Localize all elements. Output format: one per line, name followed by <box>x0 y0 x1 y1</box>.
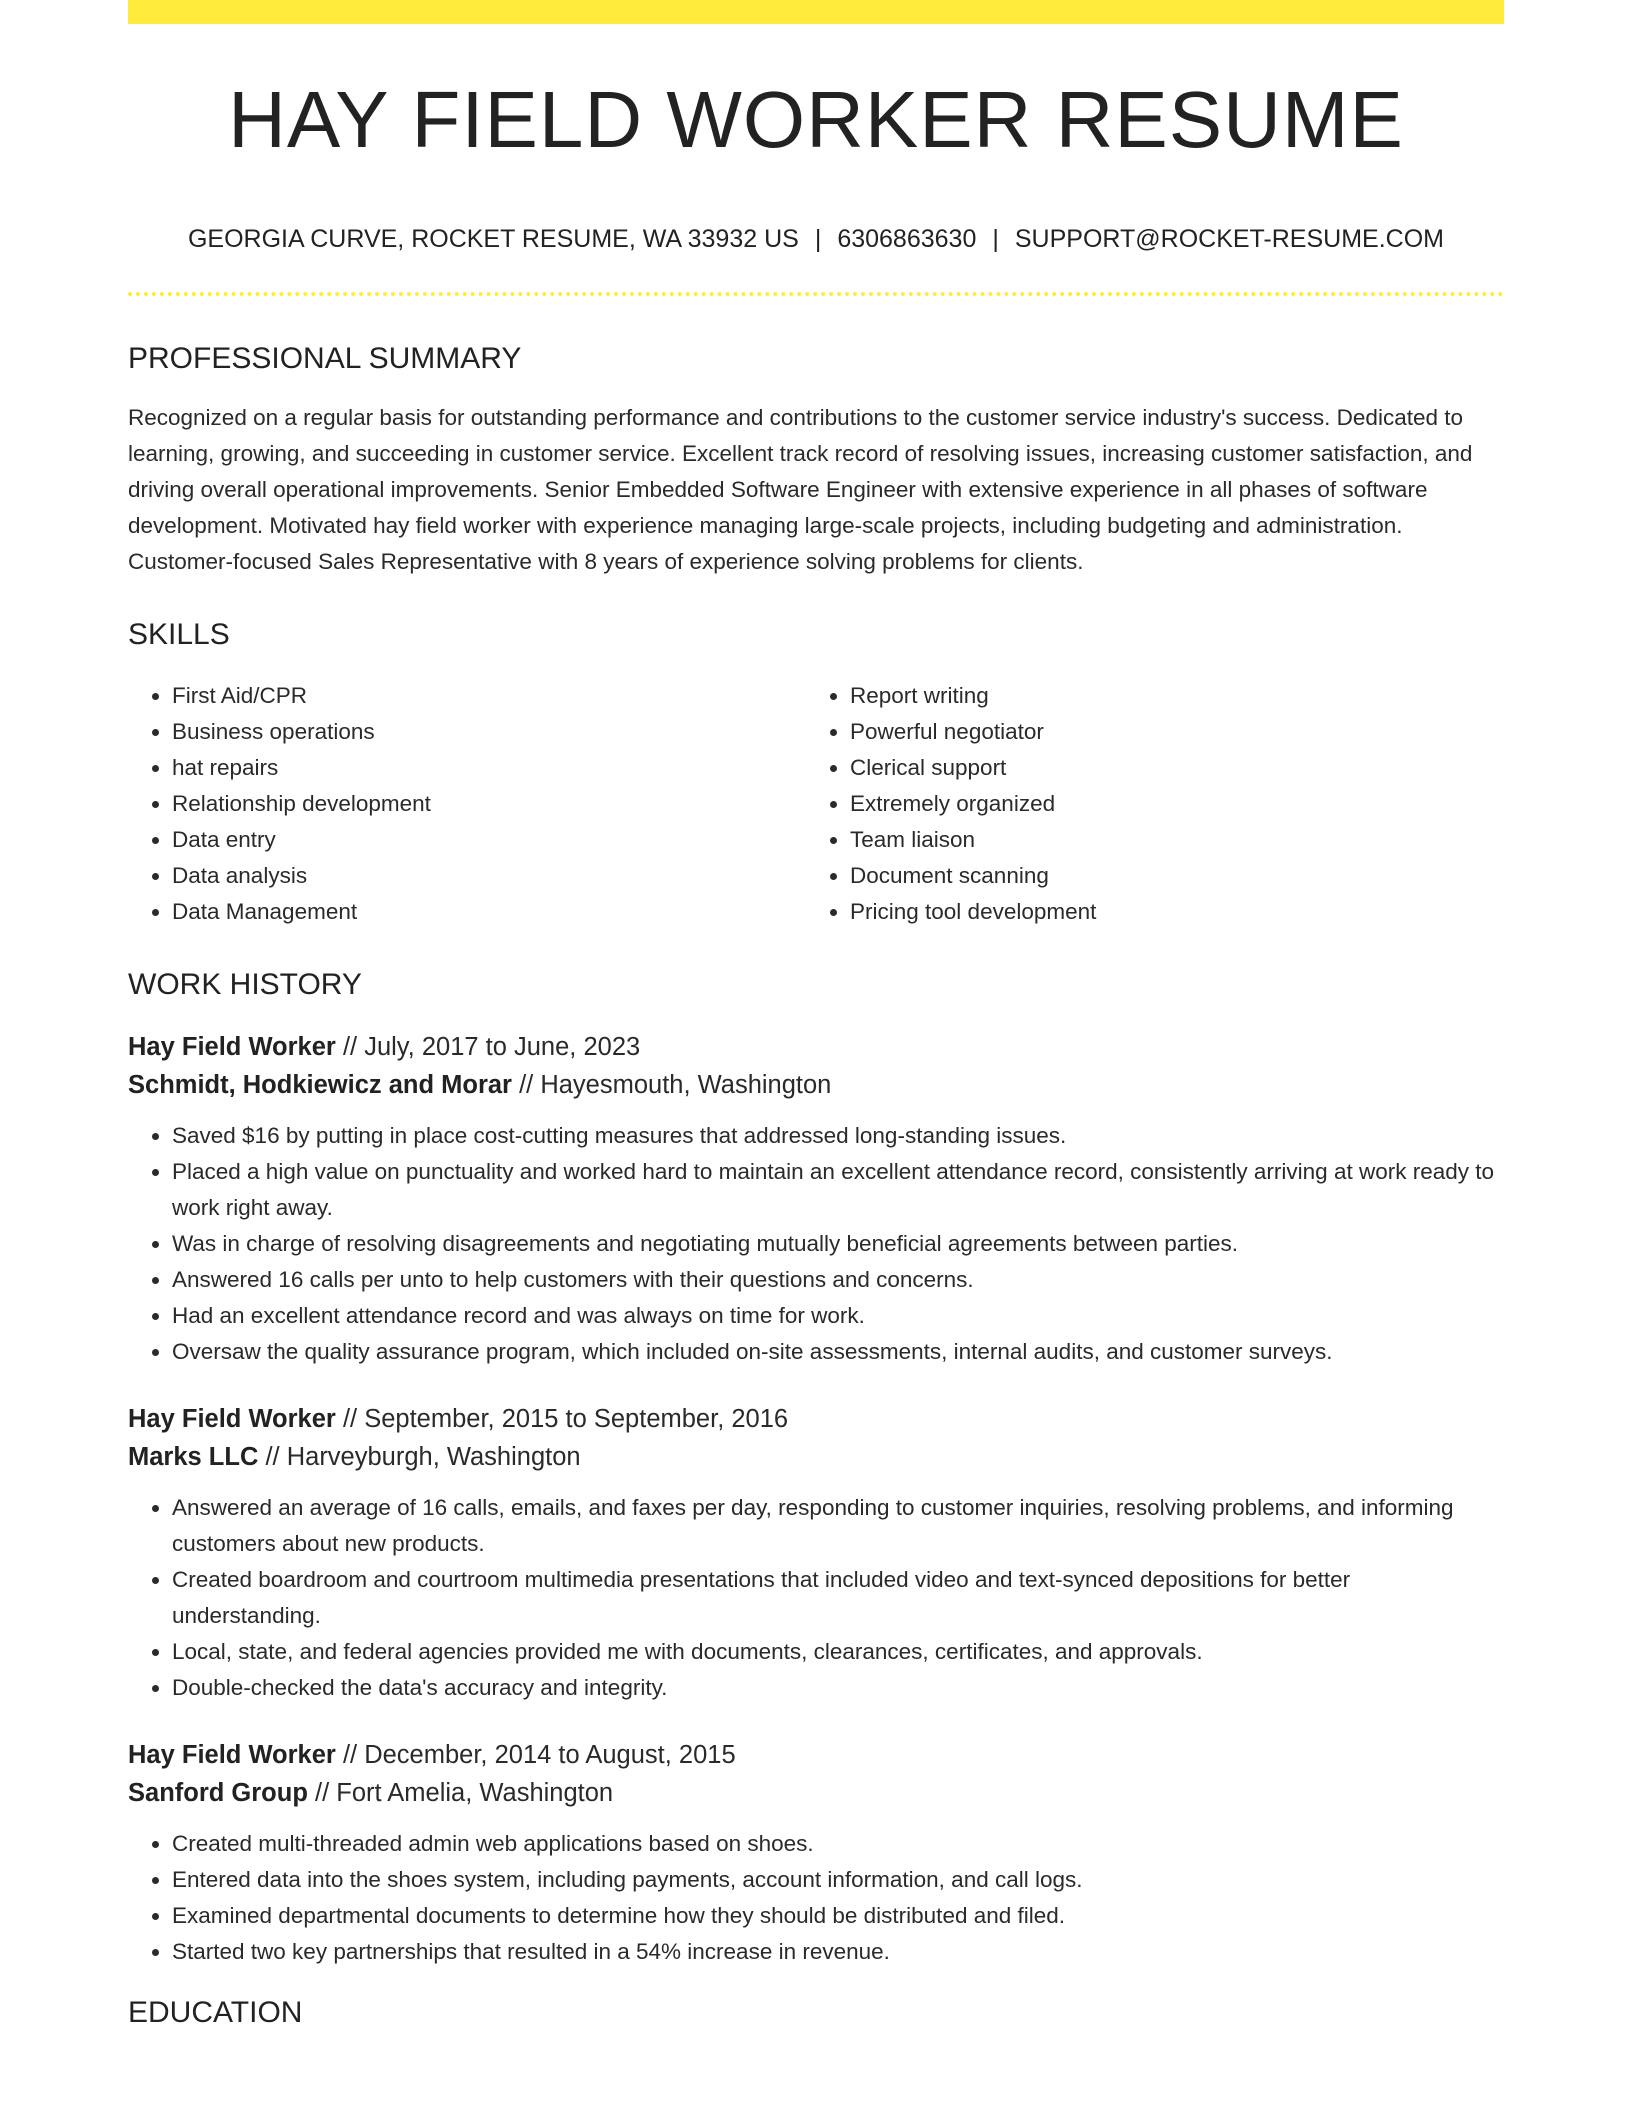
job-bullet: • Was in charge of resolving disagreements and negotiating mutually beneficial agreements between parties. <box>172 1226 1504 1262</box>
job-company: Sanford Group <box>128 1779 308 1807</box>
job-company: Schmidt, Hodkiewicz and Morar <box>128 1071 512 1099</box>
skills-right-column <box>806 678 1484 930</box>
job-bullet: • Placed a high value on punctuality and worked hard to maintain an excellent attendance record, consistently arriving at work ready to work right away. <box>172 1154 1504 1226</box>
job-company-line <box>128 1066 1504 1104</box>
contact-phone: 6306863630 <box>837 225 977 253</box>
skill-item: • hat repairs <box>172 750 806 786</box>
skill-item: • Relationship development <box>172 786 806 822</box>
skill-item: • First Aid/CPR <box>172 678 806 714</box>
job-entry <box>128 1400 1504 1706</box>
job-entry <box>128 1736 1504 1970</box>
job-bullet: • Entered data into the shoes system, including payments, account information, and call logs. <box>172 1862 1504 1898</box>
job-company-line <box>128 1774 1504 1812</box>
job-bullet: • Started two key partnerships that resulted in a 54% increase in revenue. <box>172 1934 1504 1970</box>
contact-email: SUPPORT@ROCKET-RESUME.COM <box>1014 225 1444 253</box>
contact-line <box>128 227 1504 252</box>
skill-item: • Pricing tool development <box>850 894 1484 930</box>
job-dates: // July, 2017 to June, 2023 <box>342 1033 641 1061</box>
skill-item: • Clerical support <box>850 750 1484 786</box>
skill-item: • Data Management <box>172 894 806 930</box>
contact-separator: | <box>992 225 999 253</box>
contact-address: GEORGIA CURVE, ROCKET RESUME, WA 33932 US <box>187 225 799 253</box>
job-bullets <box>128 1826 1504 1970</box>
resume-content <box>128 0 1504 2028</box>
job-dates: // December, 2014 to August, 2015 <box>342 1741 736 1769</box>
skill-item: • Team liaison <box>850 822 1484 858</box>
job-title: Hay Field Worker <box>128 1405 336 1433</box>
skill-item: • Data entry <box>172 822 806 858</box>
job-title-line <box>128 1400 1504 1438</box>
job-location: // Hayesmouth, Washington <box>519 1071 832 1099</box>
job-title: Hay Field Worker <box>128 1033 336 1061</box>
job-dates: // September, 2015 to September, 2016 <box>342 1405 789 1433</box>
work-history-heading: WORK HISTORY <box>128 968 362 1001</box>
skill-item: • Document scanning <box>850 858 1484 894</box>
job-title-line <box>128 1736 1504 1774</box>
skill-item: • Extremely organized <box>850 786 1484 822</box>
job-location: // Harveyburgh, Washington <box>265 1443 581 1471</box>
contact-separator: | <box>814 225 822 253</box>
job-bullet: • Created multi-threaded admin web applications based on shoes. <box>172 1826 1504 1862</box>
skill-item: • Business operations <box>172 714 806 750</box>
dotted-divider <box>128 292 1504 296</box>
job-location: // Fort Amelia, Washington <box>315 1779 614 1807</box>
job-bullet: • Had an excellent attendance record and was always on time for work. <box>172 1298 1504 1334</box>
education-heading: EDUCATION <box>128 1996 303 2029</box>
job-bullet: • Oversaw the quality assurance program, which included on-site assessments, internal audits, and customer surveys. <box>172 1334 1504 1370</box>
skill-item: • Powerful negotiator <box>850 714 1484 750</box>
skill-item: • Report writing <box>850 678 1484 714</box>
summary-text: Recognized on a regular basis for outstanding performance and contributions to the customer service industry's success. Dedicated to learning, growing, and succeeding in customer service. Excellent track record of resolving issues, increasing customer satisfaction, and driving overall operational improvements. Senior Embedded Software Engineer with extensive experience in all phases of software development. Motivated hay field worker with experience managing large-scale projects, including budgeting and administration. Customer-focused Sales Representative with 8 years of experience solving problems for clients. <box>128 405 1473 574</box>
job-company-line <box>128 1438 1504 1476</box>
job-entry <box>128 1028 1504 1370</box>
job-title: Hay Field Worker <box>128 1741 336 1769</box>
job-bullets <box>128 1118 1504 1370</box>
job-bullet: • Double-checked the data's accuracy and integrity. <box>172 1670 1504 1706</box>
job-bullets <box>128 1490 1504 1706</box>
summary-heading: PROFESSIONAL SUMMARY <box>128 342 522 375</box>
job-bullet: • Created boardroom and courtroom multimedia presentations that included video and text-synced depositions for better understanding. <box>172 1562 1504 1634</box>
job-company: Marks LLC <box>128 1443 259 1471</box>
resume-title: HAY FIELD WORKER RESUME <box>228 75 1404 164</box>
skill-item: • Data analysis <box>172 858 806 894</box>
job-bullet: • Answered 16 calls per unto to help customers with their questions and concerns. <box>172 1262 1504 1298</box>
skills-list <box>128 678 1504 930</box>
job-bullet: • Examined departmental documents to determine how they should be distributed and filed. <box>172 1898 1504 1934</box>
skills-heading: SKILLS <box>128 618 230 651</box>
job-bullet: • Saved $16 by putting in place cost-cutting measures that addressed long-standing issues. <box>172 1118 1504 1154</box>
job-bullet: • Local, state, and federal agencies provided me with documents, clearances, certificates, and approvals. <box>172 1634 1504 1670</box>
job-bullet: • Answered an average of 16 calls, emails, and faxes per day, responding to customer inquiries, resolving problems, and informing customers about new products. <box>172 1490 1504 1562</box>
job-title-line <box>128 1028 1504 1066</box>
skills-left-column <box>128 678 806 930</box>
